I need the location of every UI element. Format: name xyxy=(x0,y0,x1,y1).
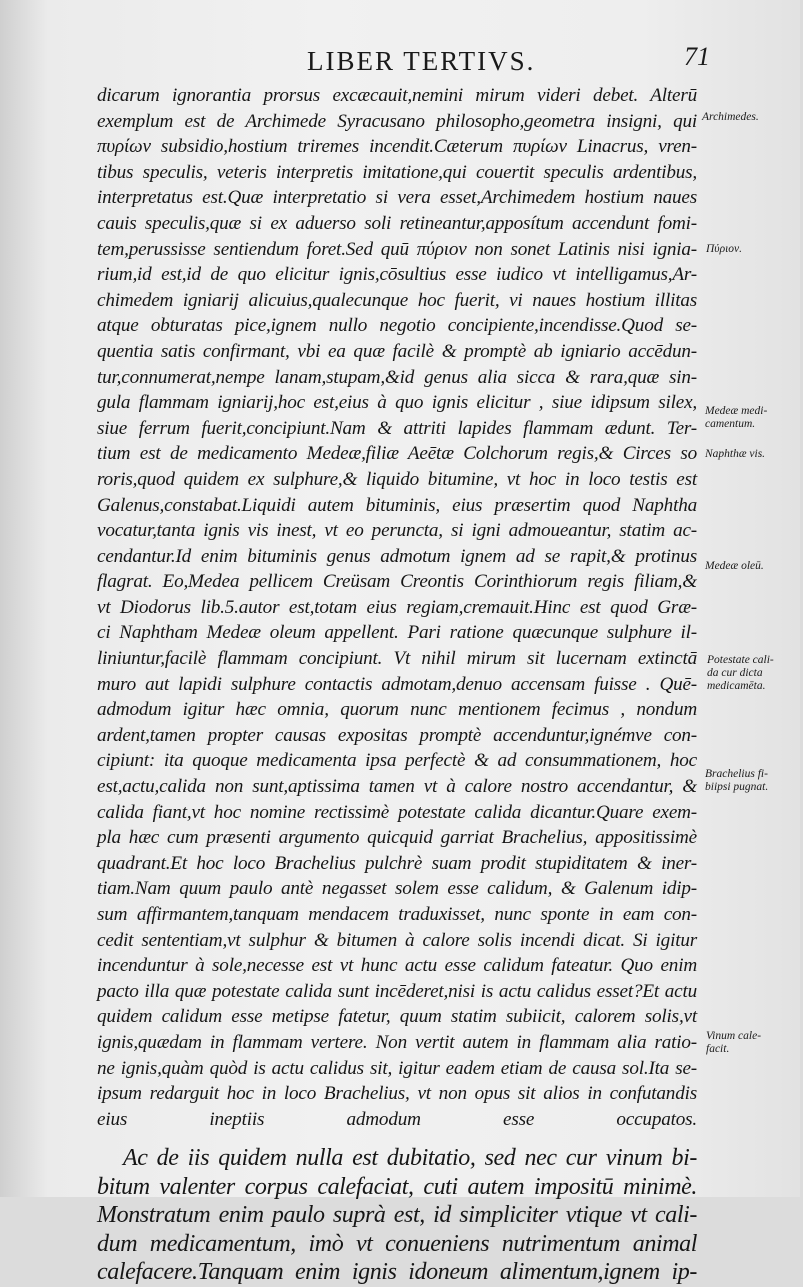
text-line: exemplum est de Archimede Syracusano philosopho,geometra insigni, qui xyxy=(97,110,697,132)
text-line: cedit sententiam,vt sulphur & bitumen à calore solis incendi dicat. Si igitur xyxy=(97,929,697,951)
paragraph-1 xyxy=(97,83,697,1132)
margin-note-line: Archimedes. xyxy=(702,111,759,123)
text-line: atque obturatas pice,ignem nullo negotio concipiente,incendisse.Quod se- xyxy=(97,315,697,337)
text-line: Monstratum enim paulo suprà est, id simpliciter vtique vt cali- xyxy=(97,1202,697,1229)
margin-note-line: Πύριον. xyxy=(706,243,743,255)
text-line: ignis,quædam in flammam vertere. Non vertit autem in flammam alia ratio- xyxy=(97,1031,697,1053)
text-line: cipiunt: ita quoque medicamenta ipsa perfectè & ad consummationem, hoc xyxy=(97,750,697,772)
page-number: 71 xyxy=(684,42,710,71)
text-line: calefacere.Tanquam enim ignis idoneum alimentum,ignem ip- xyxy=(97,1259,697,1286)
text-line: muro aut lapidi sulphure contactis admotam,denuo accensam fuisse . Quē- xyxy=(97,673,697,695)
paragraph-2 xyxy=(97,1144,697,1287)
margin-note xyxy=(705,560,801,573)
margin-note xyxy=(705,448,801,461)
text-line: quentia satis confirmant, vbi ea quæ facilè & promptè ab igniario accēdun- xyxy=(97,340,697,362)
margin-note-line: Medeæ medi- xyxy=(705,405,768,417)
margin-note-line: facit. xyxy=(706,1043,730,1055)
text-line: ardent,tamen propter causas expositas promptè accenduntur,ignémve con- xyxy=(97,724,697,746)
text-line: quidem calidum esse metipse fatetur, quum statim subiicit, calorem solis,vt xyxy=(97,1006,697,1028)
text-line: vocatur,tanta ignis vis inest, vt eo peruncta, si igni admoueantur, statim ac- xyxy=(97,520,697,542)
text-line: tibus speculis, veteris interpretis imitatione,qui couertit speculis ardentibus, xyxy=(97,161,697,183)
margin-note-line: da cur dicta xyxy=(707,667,763,679)
margin-note-line: Medeæ oleū. xyxy=(705,560,764,572)
text-line: tiam.Nam quum paulo antè negasset solem esse calidum, & Galenum idip- xyxy=(97,878,697,900)
text-line: ipsum redarguit hoc in loco Brachelius, vt non opus sit alios in confutandis xyxy=(97,1083,697,1105)
text-line: ne ignis,quàm quòd is actu calidus sit, igitur eadem etiam de causa sol.Ita se- xyxy=(97,1057,697,1079)
text-line: Ac de iis quidem nulla est dubitatio, sed nec cur vinum bi- xyxy=(123,1145,697,1172)
text-line: interpretatus est.Quæ interpretatio si vera esset,Archimedem hostium naues xyxy=(97,187,697,209)
text-line: pacto illa quæ potestate calida sunt incēderet,nisi is actu calidus esset?Et actu xyxy=(97,980,697,1002)
margin-note-line: Brachelius fi- xyxy=(705,768,768,780)
margin-note xyxy=(702,111,798,124)
page-header xyxy=(0,42,800,82)
margin-note-line: medicamēta. xyxy=(707,680,766,692)
text-line: est,actu,calida non sunt,aptissima tamen vt à calore nostro accendantur, & xyxy=(97,776,697,798)
text-line: cendantur.Id enim bituminis genus admotum ignem ad se rapit,& protinus xyxy=(97,545,697,567)
margin-note-line: camentum. xyxy=(705,418,756,430)
margin-note xyxy=(706,243,802,256)
text-line: dum medicamentum, imò vt conueniens nutrimentum animal xyxy=(97,1230,697,1257)
text-line: liniuntur,facilè flammam concipiunt. Vt nihil mirum sit lucernam extinctā xyxy=(97,648,697,670)
margin-note-line: biipsi pugnat. xyxy=(705,781,769,793)
text-line: gula flammam igniarij,hoc est,eius à quo ignis elicitur , siue idipsum silex, xyxy=(97,392,697,414)
text-line: πυρίων subsidio,hostium triremes incendit.Cæterum πυρίων Linacrus, vren- xyxy=(97,136,697,158)
text-line: tium est de medicamento Medeæ,filiæ Aeētæ Colchorum regis,& Circes so xyxy=(97,443,697,465)
margin-note-line: Naphthæ vis. xyxy=(705,448,766,460)
text-line: roris,quod quidem ex sulphure,& liquido bitumine, vt hoc in loco testis est xyxy=(97,468,697,490)
text-line: ci Naphtham Medeæ oleum appellent. Pari ratione quæcunque sulphure il- xyxy=(97,622,697,644)
text-line: calida fiant,vt hoc nomine rectissimè potestate calida dicantur.Quare exem- xyxy=(97,801,697,823)
text-line: eius ineptiis admodum esse occupatos. xyxy=(97,1108,697,1130)
margin-note xyxy=(707,654,803,693)
text-line: flagrat. Eo,Medea pellicem Creüsam Creontis Corinthiorum regis filiam,& xyxy=(97,571,697,593)
text-line: Galenus,constabat.Liquidi autem bituminis, eius præsertim quod Naphtha xyxy=(97,494,697,516)
text-line: tur,connumerat,nempe lanam,stupam,&id genus alia sicca & rara,quæ sin- xyxy=(97,366,697,388)
margin-note-line: Vinum cale- xyxy=(706,1030,762,1042)
text-line: incenduntur à sole,necesse est vt hunc actu esse calidum fateatur. Quo enim xyxy=(97,955,697,977)
text-line: vt Diodorus lib.5.autor est,totam eius regiam,cremauit.Hinc est quod Græ- xyxy=(97,596,697,618)
text-line: bitum valenter corpus calefaciat, cuti autem impositū minimè. xyxy=(97,1173,697,1200)
text-line: pla hæc cum præsenti argumento quicquid garriat Brachelius, appositissimè xyxy=(97,827,697,849)
text-line: siue ferrum fuerit,concipiunt.Nam & attriti lapides flammam ædunt. Ter- xyxy=(97,417,697,439)
running-title: LIBER TERTIVS. xyxy=(307,46,536,76)
main-text xyxy=(97,83,697,1287)
text-line: quadrant.Et hoc loco Brachelius pulchrè suam prodit stupiditatem & iner- xyxy=(97,852,697,874)
text-line: admodum igitur hæc omnia, quorum nunc mentionem fecimus , nondum xyxy=(97,699,697,721)
margin-note xyxy=(705,405,801,431)
margin-note xyxy=(705,768,801,794)
margin-note-line: Potestate cali- xyxy=(707,654,774,666)
text-line: tem,perussisse sentiendum foret.Sed quū πύριον non sonet Latinis nisi ignia- xyxy=(97,238,697,260)
margin-note xyxy=(706,1030,802,1056)
text-line: dicarum ignorantia prorsus excæcauit,nemini mirum videri debet. Alterū xyxy=(97,85,697,106)
text-line: cauis speculis,quæ si ex aduerso soli retineantur,apposítum accendunt fomi- xyxy=(97,212,697,234)
text-line: sum affirmantem,tanquam mendacem traduxisset, nunc sponte in eam con- xyxy=(97,904,697,925)
text-line: chimedem igniarij alicuius,qualecunque hoc fuerit, vi naues hostium illitas xyxy=(97,289,697,311)
text-line: rium,id est,id de quo elicitur ignis,cōsultius esse iudico vt intelligamus,Ar- xyxy=(97,264,697,286)
